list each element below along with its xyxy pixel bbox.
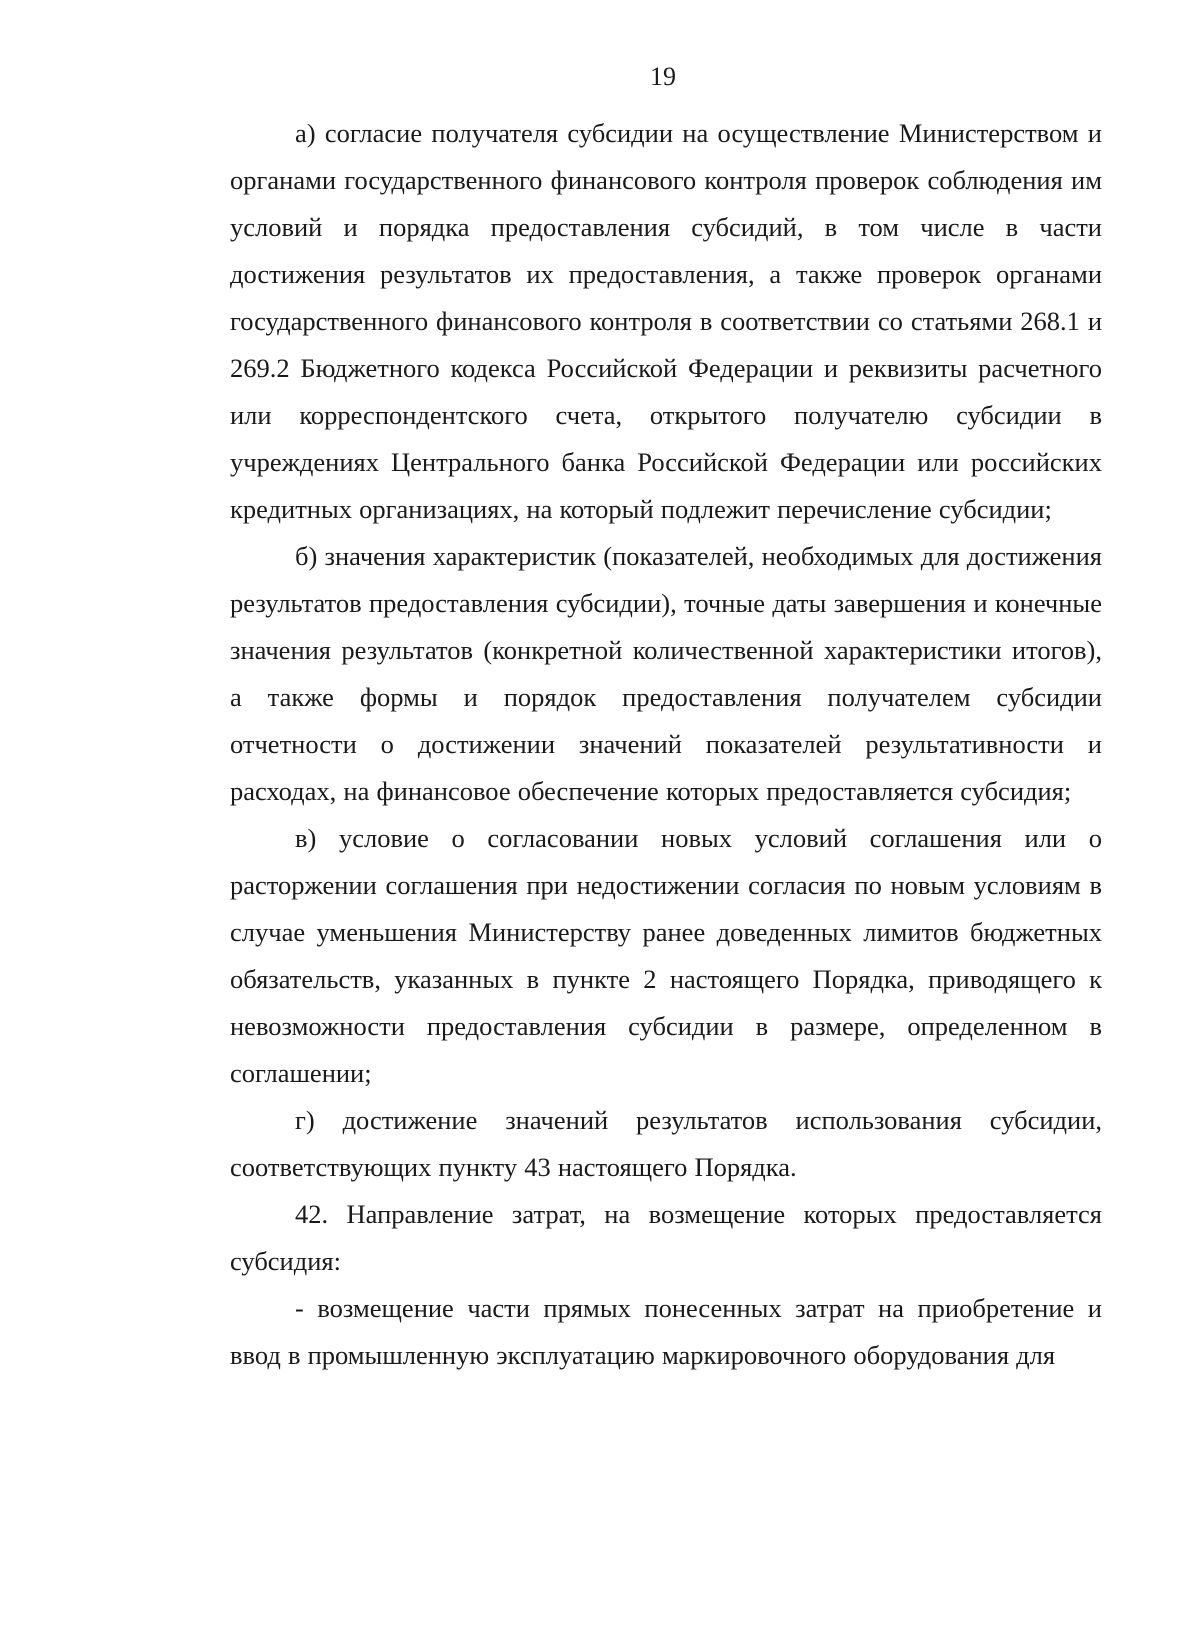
paragraph-item-g: г) достижение значений результатов использования субсидии, соответствующих пункту 43 настоящего Порядка.: [230, 1105, 1102, 1182]
document-body: [230, 110, 1102, 1379]
paragraph-dash-item: - возмещение части прямых понесенных затрат на приобретение и ввод в промышленную эксплуатацию маркировочного оборудования для: [230, 1293, 1102, 1370]
page-number: 19: [650, 62, 676, 91]
paragraph-item-v: в) условие о согласовании новых условий соглашения или о расторжении соглашения при недостижении согласия по новым условиям в случае уменьшения Министерству ранее доведенных лимитов бюджетных обязательств, указанных в пункте 2 настоящего Порядка, приводящего к невозможности предоставления субсидии в размере, определенном в соглашении;: [230, 823, 1102, 1088]
paragraph-item-a: а) согласие получателя субсидии на осуществление Министерством и органами государственного финансового контроля проверок соблюдения им условий и порядка предоставления субсидий, в том числе в части достижения результатов их предоставления, а также проверок органами государственного финансового контроля в соответствии со статьями 268.1 и 269.2 Бюджетного кодекса Российской Федерации и реквизиты расчетного или корреспондентского счета, открытого получателю субсидии в учреждениях Центрального банка Российской Федерации или российских кредитных организациях, на который подлежит перечисление субсидии;: [230, 118, 1102, 524]
paragraph-item-b: б) значения характеристик (показателей, необходимых для достижения результатов предоставления субсидии), точные даты завершения и конечные значения результатов (конкретной количественной характеристики итогов), а также формы и порядок предоставления получателем субсидии отчетности о достижении значений показателей результативности и расходах, на финансовое обеспечение которых предоставляется субсидия;: [230, 541, 1102, 806]
paragraph-clause-42: 42. Направление затрат, на возмещение которых предоставляется субсидия:: [230, 1199, 1102, 1276]
